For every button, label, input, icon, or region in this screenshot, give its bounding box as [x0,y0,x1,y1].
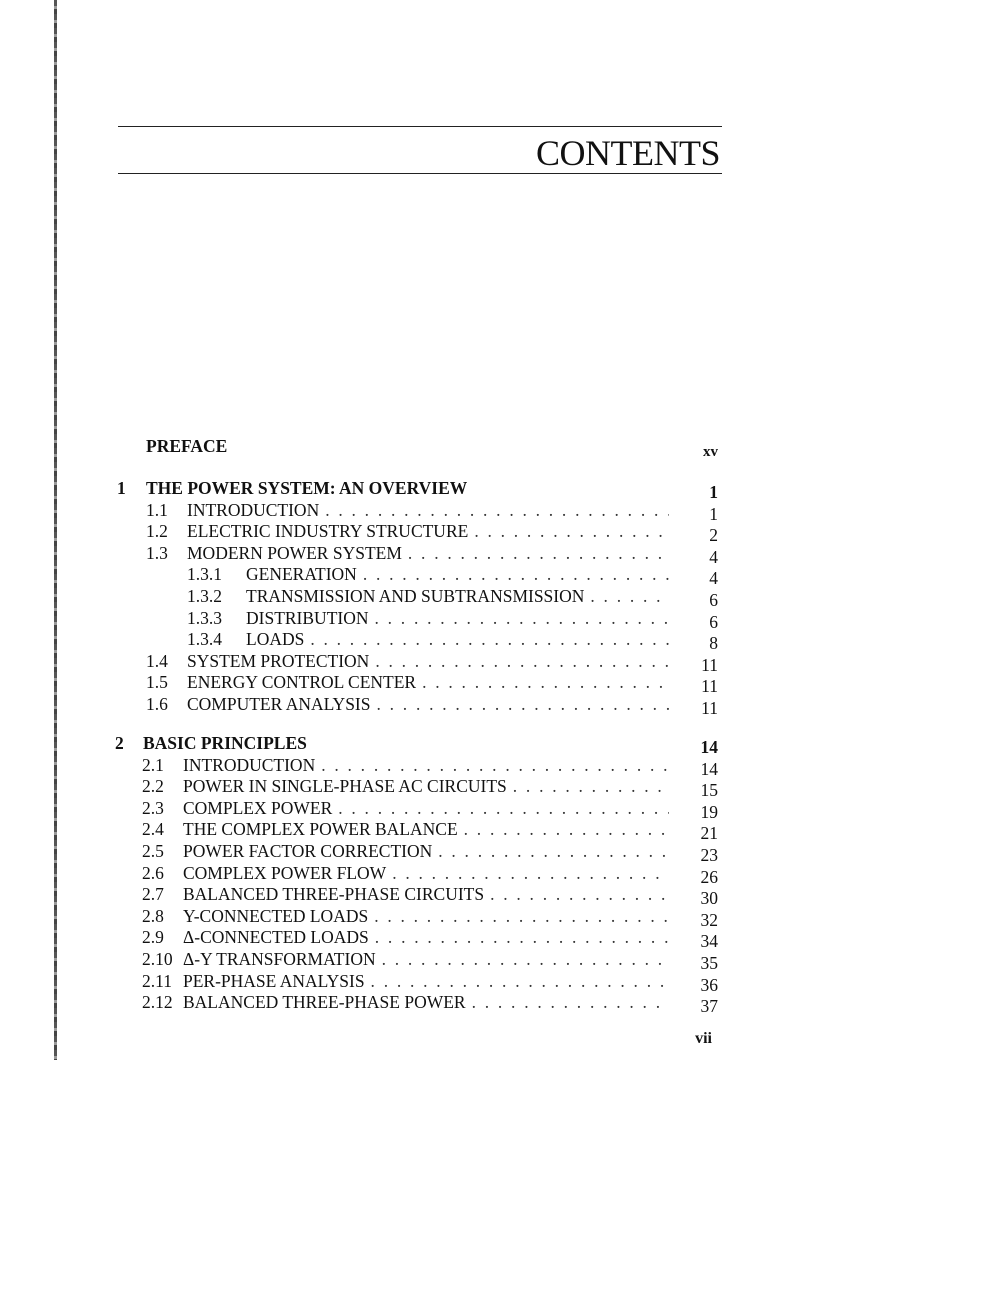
leader-dots [438,841,669,862]
toc-entry-page: 11 [701,698,718,718]
leader-dots [374,906,669,927]
leader-dots [375,651,669,672]
toc-entry-page: 4 [709,568,718,589]
toc-entry-number: 1.4 [146,650,168,671]
toc-entry-title: ELECTRIC INDUSTRY STRUCTURE [187,521,469,542]
toc-entry-title: COMPLEX POWER FLOW [183,862,387,883]
toc-entry-title: BALANCED THREE-PHASE POWER [183,992,466,1013]
toc-entry-page: 6 [709,611,718,632]
leader-dots [422,672,669,693]
toc-entry-title: PER-PHASE ANALYSIS [183,970,365,991]
toc-entry-title: THE COMPLEX POWER BALANCE [183,819,458,840]
toc-entry-page: 4 [709,546,718,567]
toc-entry-title: Δ-CONNECTED LOADS [183,927,369,948]
leader-dots [375,927,669,948]
toc-entry [187,608,675,629]
toc-chapter [117,478,467,499]
toc-entry [142,927,675,948]
toc-chapter-page: 14 [700,737,718,757]
toc-entry-page: 34 [700,931,718,952]
toc-chapter-title: BASIC PRINCIPLES [143,733,307,753]
leader-dots [321,755,669,776]
toc-preface-page: xv [703,444,718,460]
toc-chapter-number: 1 [117,478,126,498]
toc-chapter-title: THE POWER SYSTEM: AN OVERVIEW [146,478,468,498]
toc-entry [146,543,675,564]
toc-entry [142,755,675,776]
toc-entry-title: GENERATION [246,564,357,585]
leader-dots [513,776,669,797]
leader-dots [382,949,669,970]
leader-dots [371,971,669,992]
toc-entry-number: 2.12 [142,992,173,1013]
toc-entry-title: ENERGY CONTROL CENTER [187,672,417,693]
leader-dots [325,500,669,521]
toc-entry-number: 1.3.1 [187,564,222,585]
leader-dots [363,564,669,585]
toc-entry-number: 1.1 [146,499,168,520]
toc-entry [187,586,675,607]
toc-chapter-number: 2 [115,733,124,753]
leader-dots [310,629,669,650]
toc-entry [142,992,675,1013]
toc-entry [142,971,675,992]
leader-dots [408,543,669,564]
toc-entry-number: 2.10 [142,949,173,969]
toc-entry-title: POWER FACTOR CORRECTION [183,841,433,861]
toc-entry-title: COMPLEX POWER [183,797,333,818]
toc-entry [142,819,675,840]
toc-entry-title: MODERN POWER SYSTEM [187,542,402,563]
toc-entry-title: DISTRIBUTION [246,607,369,628]
toc-entry-number: 1.3.4 [187,629,222,650]
toc-entry [187,629,675,650]
toc-chapter [115,733,307,754]
toc-entry-number: 1.6 [146,694,168,714]
toc-entry-page: 36 [700,974,718,995]
toc-entry-title: TRANSMISSION AND SUBTRANSMISSION [246,586,585,606]
toc-entry-page: 26 [700,866,718,887]
toc-entry-number: 1.5 [146,672,168,693]
toc-entry-number: 2.5 [142,841,164,861]
toc-entry-page: 35 [700,953,718,973]
toc-entry [187,564,675,585]
toc-entry-number: 2.7 [142,884,164,905]
toc-preface-label: PREFACE [146,436,228,456]
toc-preface [146,436,227,457]
leader-dots [472,992,669,1013]
leader-dots [464,819,669,840]
toc-entry [142,863,675,884]
toc-entry-title: INTRODUCTION [183,754,316,775]
toc-entry-title: LOADS [246,629,305,650]
toc-entry [142,906,675,927]
toc-entry-title: COMPUTER ANALYSIS [187,694,371,714]
toc-entry-page: 2 [709,525,718,546]
page-folio: vii [695,1030,712,1047]
toc-entry-title: Y-CONNECTED LOADS [183,905,369,926]
title-rule-top [118,126,722,127]
toc-entry-page: 14 [700,758,718,779]
toc-entry-number: 2.11 [142,970,172,991]
scan-edge-artifact [54,0,57,1060]
toc-entry [146,521,675,542]
leader-dots [474,521,669,542]
toc-chapter-page: 1 [709,482,718,502]
toc-entry-number: 1.3.2 [187,586,222,606]
toc-entry-page: 23 [700,845,718,865]
toc-entry-page: 21 [700,823,718,844]
toc-entry [142,841,675,862]
toc-entry-page: 11 [701,654,718,675]
toc-entry-page: 1 [709,503,718,524]
toc-entry-title: POWER IN SINGLE-PHASE AC CIRCUITS [183,776,507,797]
toc-entry-title: Δ-Y TRANSFORMATION [183,949,376,969]
toc-entry [146,672,675,693]
toc-entry-number: 2.8 [142,905,164,926]
toc-entry [146,651,675,672]
leader-dots [490,884,669,905]
toc-entry [142,776,675,797]
toc-entry-number: 2.9 [142,927,164,948]
leader-dots [377,694,670,715]
toc-entry-title: BALANCED THREE-PHASE CIRCUITS [183,884,485,905]
toc-entry-number: 2.3 [142,797,164,818]
toc-entry-number: 1.3 [146,542,168,563]
toc-entry-title: SYSTEM PROTECTION [187,650,370,671]
toc-entry [146,500,675,521]
toc-entry-number: 2.1 [142,754,164,775]
toc-entry-page: 8 [709,633,718,654]
toc-entry-number: 2.4 [142,819,164,840]
toc-entry [146,694,675,715]
leader-dots [392,863,669,884]
toc-entry [142,798,675,819]
toc-entry-page: 6 [709,590,718,610]
toc-entry-number: 1.2 [146,521,168,542]
toc-entry-page: 15 [700,780,718,801]
toc-entry-number: 2.6 [142,862,164,883]
leader-dots [590,586,669,607]
toc-entry-page: 19 [700,801,718,822]
toc-entry [142,884,675,905]
toc-entry-page: 32 [700,909,718,930]
title-rule-bottom [118,173,722,174]
page-title: CONTENTS [536,133,720,173]
toc-entry-number: 1.3.3 [187,607,222,628]
toc-entry-number: 2.2 [142,776,164,797]
toc-entry-page: 11 [701,676,718,697]
leader-dots [375,608,670,629]
leader-dots [338,798,669,819]
toc-entry-title: INTRODUCTION [187,499,320,520]
toc-entry-page: 37 [700,996,718,1017]
toc-entry-page: 30 [700,888,718,909]
toc-entry [142,949,675,970]
